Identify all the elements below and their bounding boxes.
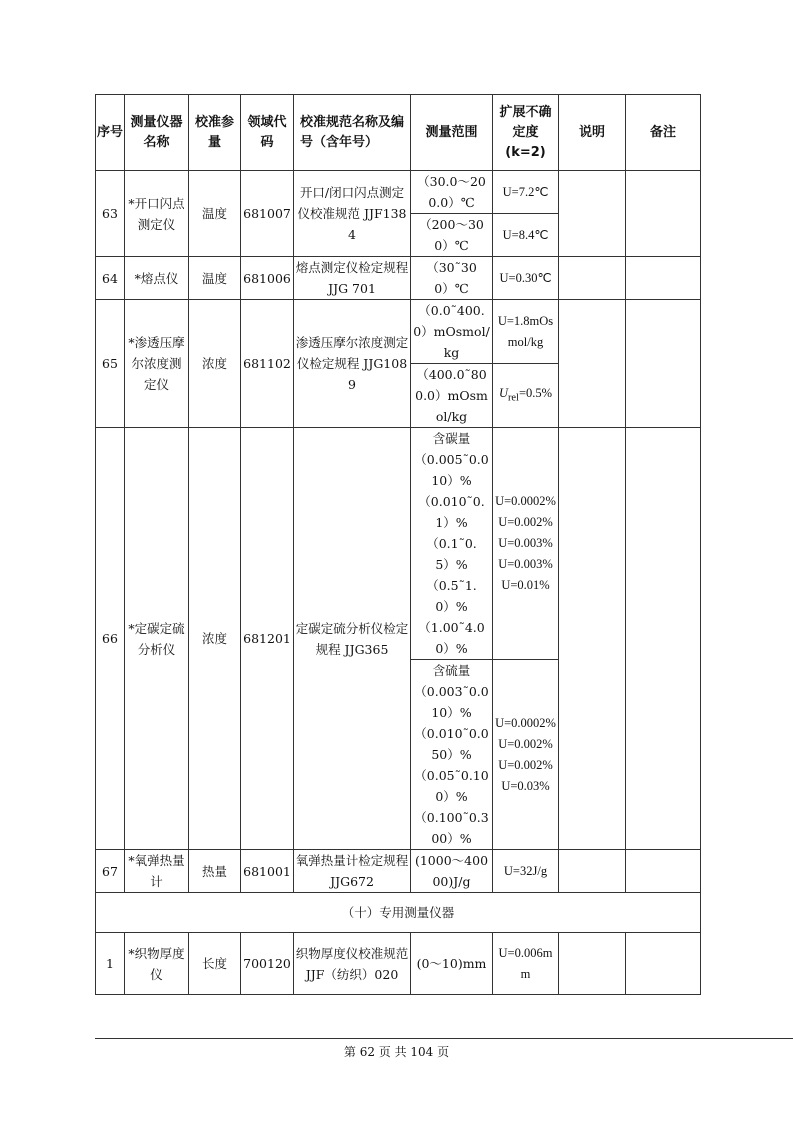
- param: 浓度: [189, 428, 241, 850]
- instrument-name: *渗透压摩尔浓度测定仪: [125, 300, 189, 428]
- range: （0.010˜0.1）%: [418, 494, 485, 530]
- uncertainty: U=7.2℃: [493, 171, 559, 214]
- spec: 织物厚度仪校准规范 JJF（纺织）020: [294, 933, 411, 995]
- field-code: 681007: [241, 171, 294, 257]
- row-no: 64: [96, 257, 125, 300]
- row-no: 67: [96, 850, 125, 893]
- header-remark: 备注: [626, 95, 701, 171]
- row-no: 1: [96, 933, 125, 995]
- range: （200～300）℃: [411, 214, 493, 257]
- remark-cell: [626, 850, 701, 893]
- row-no: 63: [96, 171, 125, 257]
- instrument-name: *开口闪点测定仪: [125, 171, 189, 257]
- header-spec: 校准规范名称及编号（含年号）: [294, 95, 411, 171]
- field-code: 681102: [241, 300, 294, 428]
- range: (1000～40000)J/g: [411, 850, 493, 893]
- table-row: [96, 257, 701, 300]
- uncertainty: U=0.03%: [501, 778, 550, 793]
- uncertainty: U=0.01%: [501, 578, 550, 592]
- uncertainty: U=0.0002%: [495, 715, 556, 730]
- calibration-table: [95, 94, 701, 995]
- remark-cell: [626, 428, 701, 850]
- spec: 定碳定硫分析仪检定规程 JJG365: [294, 428, 411, 850]
- header-note: 说明: [559, 95, 626, 171]
- uncertainty: U=0.003%: [498, 536, 553, 550]
- range: （0.005˜0.010）%: [414, 452, 489, 488]
- range: (0～10)mm: [411, 933, 493, 995]
- note-cell: [559, 850, 626, 893]
- note-cell: [559, 428, 626, 850]
- uncertainty: U=0.002%: [498, 757, 553, 772]
- uncertainty: U=0.30℃: [493, 257, 559, 300]
- header-param: 校准参量: [189, 95, 241, 171]
- field-code: 700120: [241, 933, 294, 995]
- spec: 熔点测定仪检定规程 JJG 701: [294, 257, 411, 300]
- carbon-label: 含碳量: [432, 431, 471, 446]
- row-no: 65: [96, 300, 125, 428]
- table-row: [96, 850, 701, 893]
- table-row: [96, 171, 701, 214]
- uncertainty-sulfur: [493, 660, 559, 850]
- footer-divider: [95, 1038, 793, 1039]
- range: （30˜300）℃: [411, 257, 493, 300]
- sulfur-label: 含硫量: [432, 663, 471, 678]
- field-code: 681006: [241, 257, 294, 300]
- range: （0.0˜400.0）mOsmol/kg: [411, 300, 493, 364]
- uncertainty: U=0.006mm: [493, 933, 559, 995]
- remark-cell: [626, 300, 701, 428]
- instrument-name: *织物厚度仪: [125, 933, 189, 995]
- uncertainty-carbon: [493, 428, 559, 660]
- range: （0.003˜0.010）%: [414, 684, 489, 720]
- instrument-name: *熔点仪: [125, 257, 189, 300]
- spec: 渗透压摩尔浓度测定仪检定规程 JJG1089: [294, 300, 411, 428]
- field-code: 681001: [241, 850, 294, 893]
- instrument-name: *氧弹热量计: [125, 850, 189, 893]
- range: （0.1˜0.5）%: [426, 536, 477, 572]
- range: （0.5˜1.0）%: [426, 578, 477, 614]
- uncertainty: U=8.4℃: [493, 214, 559, 257]
- remark-cell: [626, 171, 701, 257]
- range-sulfur: [411, 660, 493, 850]
- uncertainty: U=0.003%: [498, 557, 553, 571]
- section-title: （十）专用测量仪器: [96, 893, 701, 933]
- page-number: 第 62 页 共 104 页: [343, 1045, 450, 1059]
- uncertainty: U=0.0002%: [495, 494, 556, 508]
- uncertainty: U=0.002%: [498, 736, 553, 751]
- spec: 氧弹热量计检定规程 JJG672: [294, 850, 411, 893]
- range: （0.010˜0.050）%: [414, 726, 489, 762]
- range: （400.0˜800.0）mOsmol/kg: [411, 364, 493, 428]
- spec: 开口/闭口闪点测定仪校准规范 JJF1384: [294, 171, 411, 257]
- note-cell: [559, 171, 626, 257]
- uncertainty: U=1.8mOsmol/kg: [493, 300, 559, 364]
- uncertainty: U=0.002%: [498, 515, 553, 529]
- uncertainty: $U_{rel}=0.5\%$: [493, 364, 559, 428]
- param: 浓度: [189, 300, 241, 428]
- header-range: 测量范围: [411, 95, 493, 171]
- note-cell: [559, 257, 626, 300]
- header-uncertainty: 扩展不确定度 (k=2): [493, 95, 559, 171]
- note-cell: [559, 933, 626, 995]
- header-no: 序号: [96, 95, 125, 171]
- range: （0.05˜0.100）%: [414, 768, 489, 804]
- remark-cell: [626, 933, 701, 995]
- table-row: [96, 300, 701, 364]
- table-row: [96, 428, 701, 660]
- table-row: [96, 933, 701, 995]
- header-code: 领域代码: [241, 95, 294, 171]
- field-code: 681201: [241, 428, 294, 850]
- range-carbon: [411, 428, 493, 660]
- remark-cell: [626, 257, 701, 300]
- range: （1.00˜4.00）%: [418, 620, 485, 656]
- instrument-name: *定碳定硫分析仪: [125, 428, 189, 850]
- row-no: 66: [96, 428, 125, 850]
- range: （30.0～200.0）℃: [411, 171, 493, 214]
- section-row: [96, 893, 701, 933]
- header-instrument: 测量仪器名称: [125, 95, 189, 171]
- param: 热量: [189, 850, 241, 893]
- header-row: [96, 95, 701, 171]
- range: （0.100˜0.300）%: [414, 810, 489, 846]
- note-cell: [559, 300, 626, 428]
- param: 温度: [189, 257, 241, 300]
- uncertainty: U=32J/g: [493, 850, 559, 893]
- param: 温度: [189, 171, 241, 257]
- param: 长度: [189, 933, 241, 995]
